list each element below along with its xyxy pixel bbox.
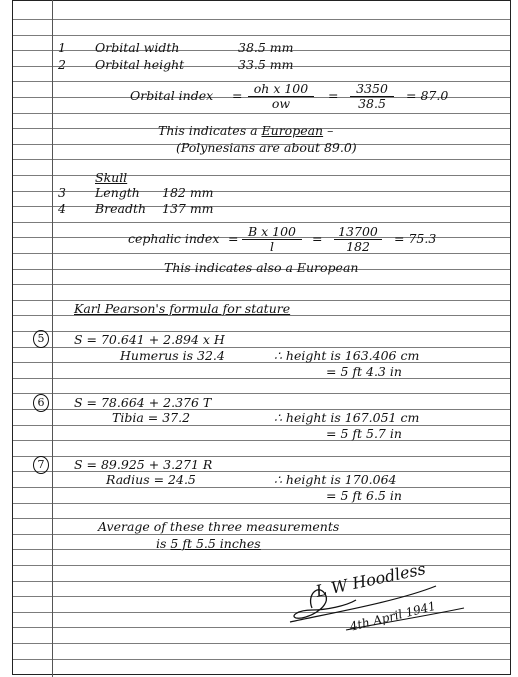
- equals-sign: =: [312, 231, 323, 246]
- entry-number-circle: 5: [33, 330, 49, 348]
- fraction-numerator: 3350: [350, 82, 394, 97]
- orbital-index-result: = 87.0: [406, 88, 449, 103]
- measurement-value: 38.5 mm: [238, 40, 294, 55]
- measurement-value: 33.5 mm: [238, 57, 294, 72]
- ruled-line: [13, 222, 510, 223]
- height-ft-in: = 5 ft 5.7 in: [326, 426, 402, 441]
- fraction-denominator: ow: [271, 96, 291, 111]
- ruled-line: [13, 534, 510, 535]
- ruled-line: [13, 440, 510, 441]
- ruled-line: [13, 487, 510, 488]
- ruled-line: [13, 393, 510, 394]
- average-is: is: [156, 536, 167, 551]
- ruled-line: [13, 565, 510, 566]
- orbital-formula-fraction: [248, 82, 314, 111]
- signature-date: 4th April 1941: [348, 598, 438, 634]
- average-line: Average of these three measurements: [98, 519, 340, 534]
- measurement-value: 137 mm: [162, 201, 214, 216]
- entry-number-circle: 6: [33, 394, 49, 412]
- stature-formula: S = 78.664 + 2.376 T: [74, 395, 212, 410]
- fraction-denominator: l: [270, 239, 274, 254]
- bone-measurement: Tibia = 37.2: [112, 410, 191, 425]
- orbital-index-label: Orbital index: [130, 88, 214, 103]
- row-number: 4: [58, 201, 66, 216]
- fraction-numerator: B x 100: [242, 225, 302, 240]
- conclusion-emphasis: European: [261, 123, 324, 138]
- row-number: 2: [58, 57, 66, 72]
- height-cm: ∴ height is 170.064: [274, 472, 397, 487]
- ruled-line: [13, 159, 510, 160]
- entry-number-circle: 7: [33, 456, 49, 474]
- orbital-conclusion: [158, 124, 333, 138]
- cephalic-index-label: cephalic index: [128, 231, 220, 246]
- ruled-line: [13, 503, 510, 504]
- ruled-line: [13, 347, 510, 348]
- ruled-line: [13, 35, 510, 36]
- height-cm: ∴ height is 167.051 cm: [274, 410, 420, 425]
- fraction-numerator: 13700: [334, 225, 382, 240]
- ruled-line: [13, 659, 510, 660]
- ruled-line: [13, 175, 510, 176]
- stature-heading: Karl Pearson's formula for stature: [74, 301, 291, 316]
- equals-sign: =: [328, 88, 339, 103]
- ruled-line: [13, 206, 510, 207]
- measurement-label: Breadth: [95, 201, 147, 216]
- row-number: 3: [58, 185, 66, 200]
- signature-name: L W Hoodless: [314, 558, 428, 601]
- bone-measurement: Humerus is 32.4: [120, 348, 225, 363]
- equals-sign: =: [232, 88, 243, 103]
- stature-formula: S = 70.641 + 2.894 x H: [74, 332, 225, 347]
- average-result: [156, 537, 261, 551]
- measurement-label: Length: [95, 185, 140, 200]
- cephalic-conclusion: This indicates also a European: [164, 260, 359, 275]
- margin-line: [52, 0, 53, 677]
- fraction-denominator: 182: [346, 239, 370, 254]
- ruled-line: [13, 362, 510, 363]
- measurement-label: Orbital width: [95, 40, 180, 55]
- ruled-line: [13, 191, 510, 192]
- ruled-line: [13, 378, 510, 379]
- skull-heading: Skull: [95, 170, 128, 185]
- cephalic-index-result: = 75.3: [394, 231, 437, 246]
- average-value: 5 ft 5.5 inches: [170, 536, 261, 551]
- fraction-denominator: 38.5: [358, 96, 386, 111]
- height-cm: ∴ height is 163.406 cm: [274, 348, 420, 363]
- orbital-value-fraction: [350, 82, 394, 111]
- measurement-value: 182 mm: [162, 185, 214, 200]
- stature-formula: S = 89.925 + 3.271 R: [74, 457, 213, 472]
- bone-measurement: Radius = 24.5: [106, 472, 196, 487]
- height-ft-in: = 5 ft 6.5 in: [326, 488, 402, 503]
- cephalic-value-fraction: [334, 225, 382, 254]
- polynesian-note: (Polynesians are about 89.0): [176, 140, 357, 155]
- conclusion-text: This indicates a: [158, 123, 262, 138]
- fraction-numerator: oh x 100: [248, 82, 314, 97]
- ruled-line: [13, 113, 510, 114]
- ruled-line: [13, 549, 510, 550]
- height-ft-in: = 5 ft 4.3 in: [326, 364, 402, 379]
- conclusion-dash: –: [323, 123, 334, 138]
- row-number: 1: [58, 40, 66, 55]
- cephalic-formula-fraction: [242, 225, 302, 254]
- ruled-line: [13, 284, 510, 285]
- ruled-line: [13, 19, 510, 20]
- measurement-label: Orbital height: [95, 57, 185, 72]
- ruled-line: [13, 425, 510, 426]
- equals-sign: =: [228, 231, 239, 246]
